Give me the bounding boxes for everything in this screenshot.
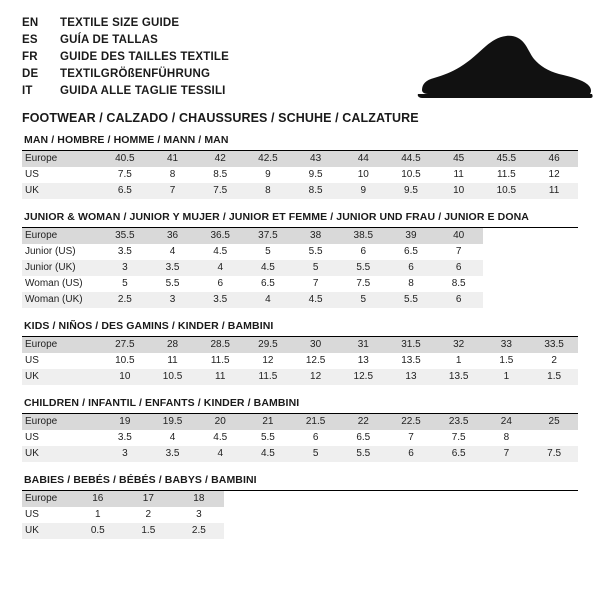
section-babies [22,474,578,539]
section-junior-woman [22,211,578,308]
cell: 3 [101,260,149,276]
cell: 5.5 [339,260,387,276]
cell: 2.5 [101,292,149,308]
cell: 22.5 [387,414,435,430]
cell: 39 [387,228,435,244]
cell [483,244,531,260]
table-row [22,446,578,462]
table-row [22,507,578,523]
cell: 8 [244,183,292,199]
language-text: TEXTILE SIZE GUIDE [60,17,180,29]
cell: 11 [435,167,483,183]
cell: 7.5 [339,276,387,292]
size-table [22,151,578,199]
row-label: Woman (UK) [22,292,101,308]
cell: 18 [174,491,225,507]
cell: 1 [73,507,124,523]
row-label: Europe [22,228,101,244]
table-row [22,244,578,260]
cell [530,292,578,308]
section-children [22,397,578,462]
language-row [22,33,229,50]
cell [483,228,531,244]
cell: 4 [149,244,197,260]
cell [426,523,477,539]
size-sections [22,134,578,539]
language-text: GUÍA DE TALLAS [60,34,158,46]
cell: 10.5 [149,369,197,385]
section-title: CHILDREN / INFANTIL / ENFANTS / KINDER / BAMBINI [24,397,300,409]
row-label: US [22,167,101,183]
cell [530,276,578,292]
cell: 11.5 [483,167,531,183]
cell: 2 [123,507,174,523]
cell: 37.5 [244,228,292,244]
cell: 38.5 [339,228,387,244]
cell: 5 [292,260,340,276]
cell: 23.5 [435,414,483,430]
cell: 4 [244,292,292,308]
language-text: GUIDA ALLE TAGLIE TESSILI [60,85,226,97]
language-code: ES [22,34,38,46]
size-table [22,337,578,385]
cell: 1.5 [123,523,174,539]
cell: 6 [196,276,244,292]
cell: 6 [435,292,483,308]
cell [275,507,326,523]
cell: 38 [292,228,340,244]
cell [477,523,528,539]
cell: 11 [530,183,578,199]
cell: 4 [196,260,244,276]
cell: 7.5 [530,446,578,462]
cell: 45.5 [483,151,531,167]
cell [426,507,477,523]
cell [224,507,275,523]
table-row [22,430,578,446]
cell: 6.5 [435,446,483,462]
cell: 12 [530,167,578,183]
table-row [22,523,578,539]
footwear-title: FOOTWEAR / CALZADO / CHAUSSURES / SCHUHE / CALZATURE [22,111,419,125]
cell: 19 [101,414,149,430]
cell: 5.5 [339,446,387,462]
cell: 1 [435,353,483,369]
cell [426,491,477,507]
cell: 11 [196,369,244,385]
cell: 9.5 [387,183,435,199]
cell: 10.5 [101,353,149,369]
cell [325,491,376,507]
cell: 8.5 [196,167,244,183]
language-code: FR [22,51,38,63]
cell [530,430,578,446]
cell [477,507,528,523]
cell: 8.5 [292,183,340,199]
cell: 13 [339,353,387,369]
row-label: Europe [22,491,73,507]
cell: 6.5 [244,276,292,292]
cell: 8 [483,430,531,446]
cell: 4 [196,446,244,462]
cell [477,491,528,507]
cell: 45 [435,151,483,167]
language-code: EN [22,17,39,29]
cell: 1 [483,369,531,385]
row-label: Woman (US) [22,276,101,292]
cell: 12.5 [292,353,340,369]
cell: 46 [530,151,578,167]
language-list [22,16,229,101]
cell [325,523,376,539]
cell [224,491,275,507]
cell: 5.5 [387,292,435,308]
cell: 8.5 [435,276,483,292]
cell: 13 [387,369,435,385]
row-label: Junior (UK) [22,260,101,276]
cell: 4.5 [196,244,244,260]
cell: 13.5 [387,353,435,369]
cell: 10.5 [483,183,531,199]
cell: 3 [101,446,149,462]
cell: 21.5 [292,414,340,430]
table-row [22,414,578,430]
cell [275,523,326,539]
cell: 6.5 [339,430,387,446]
cell: 6.5 [101,183,149,199]
row-label: Europe [22,414,101,430]
cell: 7.5 [196,183,244,199]
table-row [22,337,578,353]
cell [376,507,427,523]
cell [275,491,326,507]
cell: 6 [387,260,435,276]
cell [224,523,275,539]
cell: 5.5 [244,430,292,446]
size-table [22,228,578,308]
cell: 4 [149,430,197,446]
cell: 1.5 [530,369,578,385]
cell: 4.5 [292,292,340,308]
section-title: KIDS / NIÑOS / DES GAMINS / KINDER / BAMBINI [24,320,274,332]
cell [527,491,578,507]
cell: 5 [292,446,340,462]
cell [376,523,427,539]
cell: 7.5 [435,430,483,446]
cell: 43 [292,151,340,167]
cell: 40 [435,228,483,244]
table-row [22,167,578,183]
cell: 5.5 [149,276,197,292]
cell: 5 [101,276,149,292]
table-row [22,151,578,167]
cell: 6 [292,430,340,446]
cell: 5 [339,292,387,308]
cell: 10 [435,183,483,199]
cell [527,523,578,539]
cell: 6 [387,446,435,462]
cell: 3 [149,292,197,308]
cell: 27.5 [101,337,149,353]
cell: 9 [244,167,292,183]
table-row [22,228,578,244]
cell [483,276,531,292]
cell: 6.5 [387,244,435,260]
cell: 33.5 [530,337,578,353]
language-text: TEXTILGRÖßENFÜHRUNG [60,68,211,80]
cell: 28.5 [196,337,244,353]
row-label: Europe [22,151,101,167]
cell: 9.5 [292,167,340,183]
cell: 10.5 [387,167,435,183]
cell: 6 [435,260,483,276]
cell: 12.5 [339,369,387,385]
table-row [22,260,578,276]
cell: 40.5 [101,151,149,167]
language-row [22,67,229,84]
cell: 36.5 [196,228,244,244]
cell: 8 [387,276,435,292]
cell: 11 [149,353,197,369]
cell: 5 [244,244,292,260]
cell: 9 [339,183,387,199]
cell: 16 [73,491,124,507]
cell: 36 [149,228,197,244]
cell: 44.5 [387,151,435,167]
cell: 10 [339,167,387,183]
cell: 3.5 [101,244,149,260]
cell: 4.5 [244,260,292,276]
language-row [22,84,229,101]
cell [483,292,531,308]
section-title: MAN / HOMBRE / HOMME / MANN / MAN [24,134,229,146]
cell: 12 [292,369,340,385]
language-text: GUIDE DES TAILLES TEXTILE [60,51,229,63]
cell: 6 [339,244,387,260]
cell: 7 [292,276,340,292]
cell: 33 [483,337,531,353]
cell: 7 [435,244,483,260]
table-row [22,183,578,199]
row-label: UK [22,369,101,385]
cell: 29.5 [244,337,292,353]
cell: 44 [339,151,387,167]
cell [325,507,376,523]
table-row [22,276,578,292]
cell: 3.5 [101,430,149,446]
size-table [22,414,578,462]
header [22,16,578,125]
row-label: US [22,430,101,446]
cell: 12 [244,353,292,369]
cell: 7 [387,430,435,446]
cell: 31.5 [387,337,435,353]
cell: 3.5 [149,260,197,276]
cell: 24 [483,414,531,430]
cell: 4.5 [196,430,244,446]
cell: 42.5 [244,151,292,167]
cell: 28 [149,337,197,353]
cell: 31 [339,337,387,353]
cell: 4.5 [244,446,292,462]
cell: 17 [123,491,174,507]
cell: 2 [530,353,578,369]
section-title: BABIES / BEBÉS / BÉBÉS / BABYS / BAMBINI [24,474,257,486]
section-man [22,134,578,199]
cell [527,507,578,523]
language-code: DE [22,68,39,80]
row-label: UK [22,523,73,539]
cell: 1.5 [483,353,531,369]
cell: 30 [292,337,340,353]
cell: 0.5 [73,523,124,539]
dress-shoe-icon [414,34,594,100]
cell: 25 [530,414,578,430]
row-label: Junior (US) [22,244,101,260]
row-label: UK [22,183,101,199]
section-kids [22,320,578,385]
cell: 10 [101,369,149,385]
row-label: Europe [22,337,101,353]
table-row [22,353,578,369]
language-code: IT [22,85,33,97]
cell [483,260,531,276]
section-title: JUNIOR & WOMAN / JUNIOR Y MUJER / JUNIOR ET FEMME / JUNIOR UND FRAU / JUNIOR E DONA [24,211,529,223]
cell: 5.5 [292,244,340,260]
cell: 21 [244,414,292,430]
cell [530,244,578,260]
cell: 8 [149,167,197,183]
cell: 11.5 [196,353,244,369]
cell: 13.5 [435,369,483,385]
table-row [22,491,578,507]
row-label: US [22,353,101,369]
cell: 11.5 [244,369,292,385]
cell: 20 [196,414,244,430]
cell: 3 [174,507,225,523]
cell: 3.5 [196,292,244,308]
language-row [22,16,229,33]
cell: 7.5 [101,167,149,183]
table-row [22,369,578,385]
table-row [22,292,578,308]
cell: 42 [196,151,244,167]
language-row [22,50,229,67]
cell: 35.5 [101,228,149,244]
cell [530,260,578,276]
cell: 32 [435,337,483,353]
row-label: US [22,507,73,523]
cell: 41 [149,151,197,167]
cell: 19.5 [149,414,197,430]
cell [530,228,578,244]
cell: 22 [339,414,387,430]
cell [376,491,427,507]
row-label: UK [22,446,101,462]
cell: 3.5 [149,446,197,462]
cell: 7 [149,183,197,199]
cell: 2.5 [174,523,225,539]
cell: 7 [483,446,531,462]
size-table [22,491,578,539]
